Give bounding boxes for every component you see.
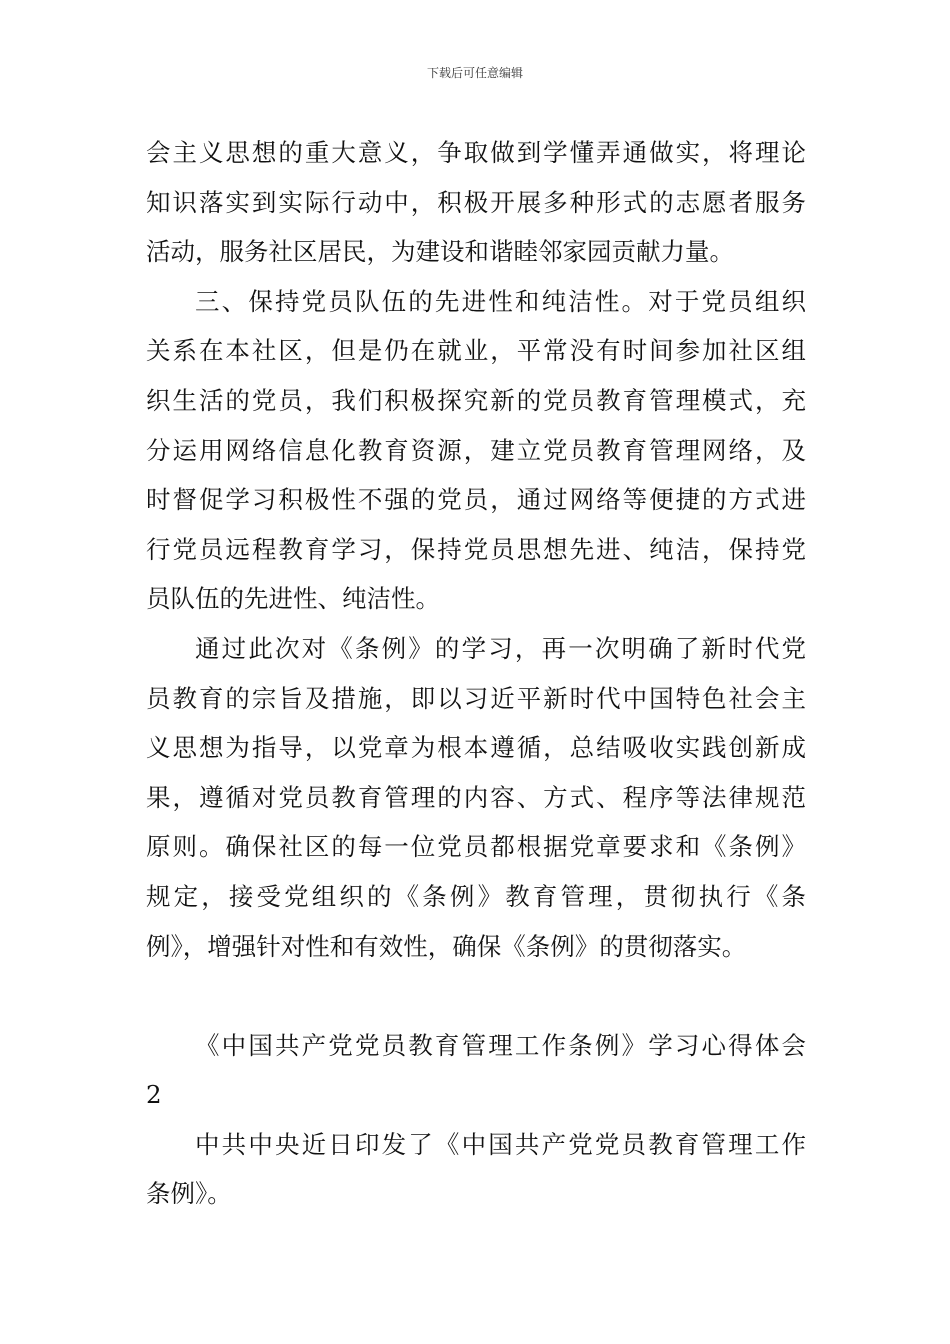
paragraph-line: 原则。确保社区的每一位党员都根据党章要求和《条例》 [146,832,806,862]
paragraph-line: 活动，服务社区居民，为建设和谐睦邻家园贡献力量。 [146,237,734,267]
paragraph-line: 规定，接受党组织的《条例》教育管理，贯彻执行《条 [146,881,806,911]
paragraph-line: 果，遵循对党员教育管理的内容、方式、程序等法律规范 [146,782,806,812]
paragraph-line: 中共中央近日印发了《中国共产党党员教育管理工作 [195,1129,806,1159]
document-body [146,128,806,1219]
paragraph-line: 员教育的宗旨及措施，即以习近平新时代中国特色社会主 [146,683,806,713]
paragraph-line: 关系在本社区，但是仍在就业，平常没有时间参加社区组 [146,336,806,366]
paragraph-line: 员队伍的先进性、纯洁性。 [146,584,440,614]
paragraph-line: 例》，增强针对性和有效性，确保《条例》的贯彻落实。 [146,931,747,961]
paragraph-line: 时督促学习积极性不强的党员，通过网络等便捷的方式进 [146,485,806,515]
paragraph-line: 会主义思想的重大意义，争取做到学懂弄通做实，将理论 [146,138,806,167]
paragraph-line: 织生活的党员，我们积极探究新的党员教育管理模式，充 [146,385,806,415]
page-header: 下载后可任意编辑 [426,66,523,80]
paragraph-line: 通过此次对《条例》的学习，再一次明确了新时代党 [195,633,806,663]
paragraph-line: 行党员远程教育学习，保持党员思想先进、纯洁，保持党 [146,534,806,564]
paragraph-line: 条例》。 [146,1179,232,1209]
paragraph-line: 知识落实到实际行动中，积极开展多种形式的志愿者服务 [146,187,806,217]
section-title-number: 2 [146,1080,162,1110]
paragraph-line: 义思想为指导，以党章为根本遵循，总结吸收实践创新成 [146,733,806,763]
section-title: 《中国共产党党员教育管理工作条例》学习心得体会 [195,1030,806,1060]
paragraph-line: 分运用网络信息化教育资源，建立党员教育管理网络，及 [146,435,806,465]
section-gap [146,971,806,1021]
paragraph-line: 三、保持党员队伍的先进性和纯洁性。对于党员组织 [195,286,806,316]
